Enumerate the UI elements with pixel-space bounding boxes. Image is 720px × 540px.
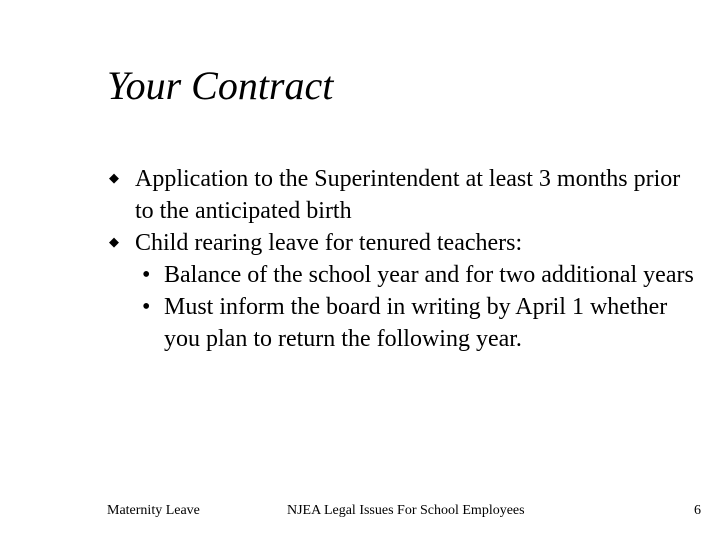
- bullet-list: [107, 163, 697, 355]
- dot-bullet-icon: •: [142, 294, 151, 320]
- bullet-text: Application to the Superintendent at least 3 months prior to the anticipated birth: [135, 166, 681, 224]
- sub-bullet-text: Balance of the school year and for two additional years: [164, 262, 694, 288]
- sub-bullet-item: [107, 259, 697, 291]
- diamond-bullet-icon: ◆: [109, 171, 119, 186]
- sub-bullet-text: Must inform the board in writing by April 1 whether you plan to return the following year.: [164, 294, 668, 352]
- bullet-text: Child rearing leave for tenured teachers:: [135, 230, 523, 256]
- bullet-item: [107, 227, 697, 259]
- bullet-item: [107, 163, 697, 227]
- sub-bullet-item: [107, 291, 697, 355]
- slide-title: Your Contract: [107, 63, 334, 108]
- footer-center-text: NJEA Legal Issues For School Employees: [287, 503, 525, 518]
- footer-left-text: Maternity Leave: [107, 503, 200, 518]
- page-number: 6: [694, 503, 701, 518]
- dot-bullet-icon: •: [142, 262, 151, 288]
- diamond-bullet-icon: ◆: [109, 235, 119, 250]
